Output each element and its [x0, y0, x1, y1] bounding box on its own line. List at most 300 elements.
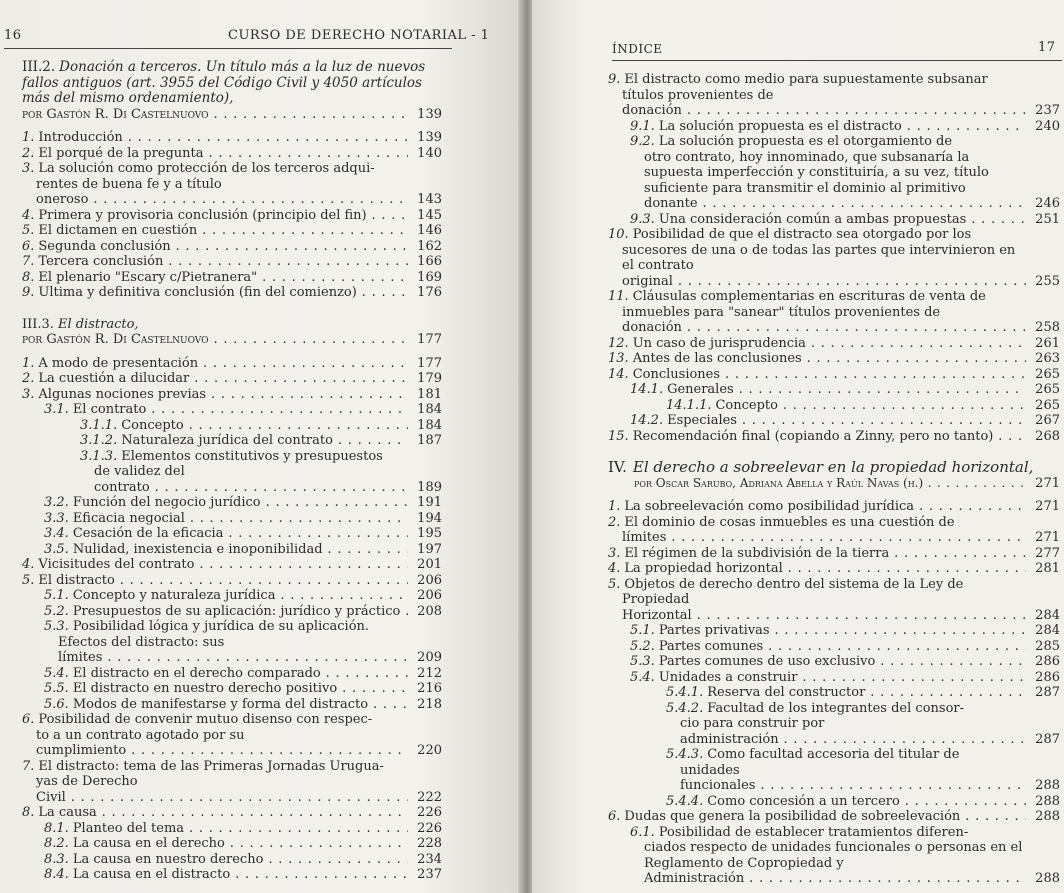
entry-text: Algunas nociones previas [38, 386, 207, 402]
toc-entry-line [608, 701, 1060, 717]
entry-page: 263 [1035, 351, 1060, 366]
toc-entry [608, 119, 1060, 135]
entry-title [666, 685, 1026, 701]
entry-page: 288 [1035, 809, 1060, 824]
entry-page: 226 [417, 805, 442, 820]
toc-entry [22, 387, 442, 403]
toc-entry [608, 530, 1060, 546]
entry-title [22, 285, 408, 301]
entry-page: 139 [417, 130, 442, 145]
toc-entry [22, 573, 442, 589]
entry-title [630, 382, 1026, 398]
entry-title [666, 794, 1026, 810]
entry-page: 265 [1035, 382, 1060, 397]
toc-entry [22, 464, 442, 495]
entry-number: 3.1.1. [80, 417, 118, 433]
toc-entry [22, 852, 442, 868]
toc-entry [608, 546, 1060, 562]
entry-page: 197 [417, 541, 442, 557]
toc-entry [608, 351, 1060, 367]
entry-number: 6. [22, 712, 35, 727]
section-heading [22, 317, 442, 333]
entry-title [44, 821, 408, 837]
section-heading [22, 60, 442, 107]
entry-number: 8.2. [44, 836, 69, 851]
entry-page: 146 [417, 223, 442, 238]
entry-page: 176 [417, 285, 442, 300]
entry-page: 220 [417, 743, 442, 758]
entry-page: 255 [1035, 273, 1060, 289]
entry-title: Elementos constitutivos y presupuestos [121, 448, 383, 464]
entry-page: 187 [417, 433, 442, 448]
entry-page: 206 [417, 572, 442, 588]
entry-title: El distracto como medio para supuestamente subsanar [624, 72, 988, 87]
toc-entry [608, 367, 1060, 383]
entry-text: La causa en el derecho [72, 836, 225, 851]
entry-title [44, 604, 408, 620]
entry-title: El dominio de cosas inmuebles es una cuestión de [624, 514, 955, 530]
entry-number: 6. [22, 238, 35, 254]
entry-number: 4. [22, 207, 35, 223]
entry-text: La cuestión a dilucidar [38, 371, 190, 386]
toc-entry [22, 774, 442, 805]
entry-text: Tercera conclusión [38, 254, 164, 269]
toc-entry-line [22, 449, 442, 465]
toc-entry [22, 418, 442, 434]
toc-entry [22, 371, 442, 387]
entry-page: 246 [1035, 196, 1060, 211]
toc-entry [608, 623, 1060, 639]
entry-number: 3.5. [44, 541, 69, 557]
toc-entry [22, 557, 442, 573]
toc-entry [22, 821, 442, 837]
entry-title [630, 654, 1026, 670]
toc-entry [22, 588, 442, 604]
section-heading [608, 460, 1060, 476]
entry-text: El régimen de la subdivisión de la tierra [624, 545, 890, 561]
toc-right [608, 72, 1060, 887]
entry-page: 271 [1035, 530, 1060, 545]
left-page [0, 0, 522, 893]
toc-entry [608, 382, 1060, 398]
entry-number: 5.4.4. [666, 793, 704, 809]
entry-title [630, 119, 1026, 135]
toc-entry [608, 561, 1060, 577]
toc-entry [22, 526, 442, 542]
entry-page: 191 [417, 495, 442, 510]
toc-entry-line [22, 161, 442, 177]
entry-text: La sobreelevación como posibilidad jurídica [624, 499, 915, 514]
entry-title-continued: inmuebles para "sanear" títulos provenientes de donación . . . [622, 305, 1026, 336]
entry-number: 8. [22, 269, 35, 285]
entry-number: 5.3. [630, 654, 655, 669]
entry-number: 5.6. [44, 696, 69, 712]
entry-number: 2. [608, 514, 621, 530]
entry-number: 5.1. [630, 623, 655, 638]
entry-text: Introducción [38, 130, 123, 145]
entry-title [608, 367, 1026, 383]
page-number: 17 [1038, 40, 1056, 55]
toc-entry [22, 208, 442, 224]
entry-text: La causa en el distracto [72, 867, 231, 882]
entry-text: Recomendación final (copiando a Zinny, pero no tanto) [632, 428, 994, 444]
page-number: 16 [4, 28, 22, 43]
toc-entry [608, 840, 1060, 887]
entry-number: 9. [608, 72, 621, 87]
entry-title [608, 546, 1026, 562]
entry-title-continued: Propiedad Horizontal . . . [622, 592, 1026, 623]
entry-title-continued: to a un contrato agotado por su cumplimiento . . . [36, 728, 408, 759]
toc-entry-line [608, 72, 1060, 88]
section-number: III.2. [22, 59, 56, 75]
spacer [608, 491, 1060, 499]
entry-page: 226 [417, 820, 442, 836]
toc-entry [608, 243, 1060, 290]
entry-page: 288 [1035, 871, 1060, 886]
entry-number: 3. [22, 161, 35, 176]
entry-page: 206 [417, 588, 442, 603]
toc-entry [22, 681, 442, 697]
entry-number: 12. [608, 335, 629, 351]
entry-title [44, 666, 408, 682]
spacer [22, 301, 442, 309]
entry-title [22, 130, 408, 146]
entry-text: Especiales [667, 413, 737, 428]
entry-title-continued: otro contrato, hoy innominado, que subsanaría la supuesta imperfección y constituiría, a su vez, título suficiente para transmitir el dominio al primitivo donante . . . [644, 150, 1026, 212]
entry-title [44, 867, 408, 883]
entry-number: 4. [22, 557, 35, 572]
spacer [22, 348, 442, 356]
entry-number: 5.2. [630, 638, 655, 654]
entry-title-continued: límites . . . [622, 530, 1026, 546]
entry-title [630, 639, 1026, 655]
toc-entry [22, 254, 442, 270]
entry-title [44, 542, 408, 558]
toc-entry-line [608, 134, 1060, 150]
entry-title: La solución como protección de los terceros adqui- [38, 161, 375, 176]
entry-text: Cesación de la eficacia [72, 526, 224, 541]
entry-number: 5.4. [630, 669, 655, 685]
toc-entry [22, 511, 442, 527]
entry-page: 222 [417, 789, 442, 805]
entry-page: 287 [1035, 731, 1060, 747]
entry-text: El distracto en el derecho comparado [72, 665, 321, 681]
entry-number: 15. [608, 428, 629, 444]
entry-title [608, 336, 1026, 352]
entry-title [80, 433, 408, 449]
toc-entry [608, 794, 1060, 810]
entry-number: 8.3. [44, 851, 69, 867]
entry-text: Planteo del tema [72, 820, 185, 836]
entry-text: La solución propuesta es el distracto [658, 118, 902, 134]
entry-page: 218 [417, 696, 442, 712]
entry-number: 3.4. [44, 526, 69, 541]
entry-title-continued: Efectos del distracto: sus límites . . . [58, 635, 408, 666]
entry-title [608, 499, 1026, 515]
entry-text: Concepto [715, 397, 778, 413]
toc-entry [608, 150, 1060, 212]
entry-title [44, 526, 408, 542]
entry-page: 208 [417, 603, 442, 619]
entry-text: El dictamen en cuestión [38, 223, 198, 238]
entry-text: Vicisitudes del contrato [38, 557, 195, 572]
header-rule [4, 48, 452, 49]
entry-number: 5.5. [44, 681, 69, 696]
toc-entry [22, 239, 442, 255]
entry-number: 9.1. [630, 118, 655, 134]
toc-entry [22, 270, 442, 286]
entry-text: Eficacia negocial [72, 510, 185, 526]
entry-number: 5.4.2. [666, 700, 704, 716]
toc-entry [22, 433, 442, 449]
entry-title [44, 697, 408, 713]
entry-number: 3.1.3. [80, 448, 118, 464]
section-author: por Oscar Sarubo, Adriana Abella y Raúl Navas (h.) . . . [634, 476, 1026, 492]
entry-page: 181 [417, 386, 442, 402]
entry-page: 166 [417, 254, 442, 269]
entry-page: 261 [1035, 335, 1060, 351]
section-title-line: Donación a terceros. Un título más a la luz de nuevos [59, 59, 426, 75]
entry-title [22, 557, 408, 573]
entry-text: El plenario "Escary c/Pietranera" [38, 269, 258, 285]
entry-text: Naturaleza jurídica del contrato [121, 433, 333, 448]
running-header: CURSO DE DERECHO NOTARIAL - 1 [228, 28, 490, 43]
entry-text: Una consideración común a ambas propuestas [658, 211, 967, 227]
entry-title [44, 836, 408, 852]
entry-page: 143 [417, 192, 442, 207]
entry-page: 234 [417, 851, 442, 867]
entry-title [22, 146, 408, 162]
entry-text: Generales [667, 382, 734, 397]
entry-text: La causa en nuestro derecho [72, 851, 264, 867]
entry-number: 3.1. [44, 402, 69, 417]
entry-title [44, 402, 408, 418]
entry-number: 6.1. [630, 824, 655, 840]
toc-entry [608, 88, 1060, 119]
entry-title: El distracto: tema de las Primeras Jornadas Urugua- [38, 758, 384, 774]
toc-entry [22, 542, 442, 558]
entry-number: 6. [608, 809, 621, 824]
entry-text: Partes comunes [658, 638, 764, 654]
entry-page: 201 [417, 557, 442, 572]
toc-entry [608, 398, 1060, 414]
entry-number: 5. [608, 576, 621, 592]
entry-page: 271 [1035, 499, 1060, 514]
entry-number: 13. [608, 351, 629, 366]
entry-title [630, 623, 1026, 639]
entry-page: 194 [417, 510, 442, 526]
entry-number: 5.4. [44, 665, 69, 681]
entry-number: 14.2. [630, 413, 664, 428]
entry-page: 251 [1035, 211, 1060, 227]
entry-text: Primera y provisoria conclusión (principio del fin) [38, 207, 367, 223]
entry-page: 265 [1035, 397, 1060, 413]
entry-page: 195 [417, 526, 442, 541]
entry-title [630, 413, 1026, 429]
entry-text: Concepto y naturaleza jurídica [72, 588, 276, 603]
entry-text: Reserva del constructor [707, 685, 866, 700]
entry-page: 284 [1035, 607, 1060, 623]
section-page: 271 [1035, 475, 1060, 491]
entry-title: Como facultad accesoria del titular de [707, 747, 960, 762]
toc-entry [608, 639, 1060, 655]
entry-page: 179 [417, 371, 442, 386]
entry-title [608, 809, 1026, 825]
entry-text: Modos de manifestarse y forma del distracto [72, 696, 369, 712]
toc-entry-line [22, 712, 442, 728]
entry-title [630, 670, 1026, 686]
entry-title [22, 387, 408, 403]
entry-text: Unidades a construir [658, 669, 798, 685]
entry-title [44, 852, 408, 868]
entry-number: 3. [22, 386, 35, 402]
entry-title [22, 223, 408, 239]
entry-page: 177 [417, 355, 442, 371]
entry-text: Dudas que genera la posibilidad de sobreelevación [624, 809, 961, 824]
toc-entry [22, 130, 442, 146]
entry-title [44, 511, 408, 527]
toc-entry-line [22, 759, 442, 775]
section-author-row [22, 107, 442, 123]
entry-number: 8.1. [44, 820, 69, 836]
toc-entry [22, 697, 442, 713]
entry-page: 281 [1035, 561, 1060, 576]
entry-number: 9.2. [630, 134, 655, 149]
entry-page: 285 [1035, 638, 1060, 654]
entry-number: 14.1.1. [666, 397, 712, 413]
entry-title [22, 239, 408, 255]
entry-number: 2. [22, 145, 35, 161]
section-author-row [608, 476, 1060, 492]
entry-title-continued: ciados respecto de unidades funcionales o personas en el Reglamento de Copropiedad y Administración . . . [644, 840, 1026, 887]
toc-entry-line [608, 289, 1060, 305]
toc-entry [22, 867, 442, 883]
entry-title-continued: títulos provenientes de donación . . . [622, 88, 1026, 119]
toc-entry [608, 499, 1060, 515]
section-page: 177 [417, 332, 442, 347]
entry-text: Función del negocio jurídico [72, 495, 261, 510]
entry-page: 265 [1035, 366, 1060, 382]
entry-text: Presupuestos de su aplicación: jurídico y práctico [72, 603, 401, 619]
toc-entry [22, 666, 442, 682]
section-page: 139 [417, 106, 442, 122]
entry-number: 5.4.3. [666, 747, 704, 762]
header-rule [612, 60, 1062, 61]
entry-text: La propiedad horizontal [624, 561, 783, 576]
entry-number: 2. [22, 371, 35, 386]
entry-number: 8.4. [44, 867, 69, 882]
entry-title-continued: sucesores de una o de todas las partes que intervinieron en el contrato original . . . [622, 243, 1026, 290]
toc-entry [608, 305, 1060, 336]
toc-entry [22, 356, 442, 372]
toc-entry [22, 728, 442, 759]
running-header: ÍNDICE [612, 42, 663, 56]
entry-text: El porqué de la pregunta [38, 145, 204, 161]
entry-number: 5.2. [44, 603, 69, 619]
entry-page: 169 [417, 269, 442, 285]
entry-page: 212 [417, 665, 442, 681]
entry-number: 14. [608, 366, 629, 382]
entry-title-continued: yas de Derecho Civil . . . [36, 774, 408, 805]
entry-number: 5.4.1. [666, 685, 704, 700]
spacer [22, 122, 442, 130]
entry-page: 277 [1035, 545, 1060, 561]
toc-entry [608, 413, 1060, 429]
entry-page: 288 [1035, 778, 1060, 793]
toc-entry-line [608, 747, 1060, 763]
entry-title [608, 429, 1026, 445]
entry-title: La solución propuesta es el otorgamiento de [658, 134, 953, 149]
toc-entry [22, 223, 442, 239]
entry-title [44, 588, 408, 604]
toc-entry [608, 336, 1060, 352]
entry-title [22, 356, 408, 372]
entry-title-continued: rentes de buena fe y a título oneroso . . . [36, 177, 408, 208]
entry-page: 145 [417, 207, 442, 223]
toc-entry-line [608, 227, 1060, 243]
entry-number: 4. [608, 561, 621, 576]
toc-entry [608, 592, 1060, 623]
entry-number: 5. [22, 223, 35, 238]
toc-entry [22, 177, 442, 208]
entry-title [80, 418, 408, 434]
entry-text: Como concesión a un tercero [707, 793, 900, 809]
toc-entry [608, 763, 1060, 794]
entry-number: 14.1. [630, 382, 664, 397]
section-number: IV. [608, 458, 627, 476]
entry-page: 284 [1035, 623, 1060, 638]
entry-title: Cláusulas complementarias en escrituras de venta de [632, 289, 986, 304]
toc-entry [608, 429, 1060, 445]
entry-number: 3.2. [44, 495, 69, 510]
entry-number: 3. [608, 545, 621, 561]
toc-entry [22, 604, 442, 620]
entry-page: 268 [1035, 428, 1060, 444]
entry-text: Concepto [121, 417, 184, 433]
toc-left [22, 60, 442, 883]
entry-title-continued: cio para construir por administración . . . [680, 716, 1026, 747]
entry-title [608, 561, 1026, 577]
toc-entry [608, 654, 1060, 670]
toc-entry [22, 402, 442, 418]
entry-title [22, 270, 408, 286]
entry-number: 1. [608, 499, 621, 514]
entry-number: 5.1. [44, 588, 69, 603]
entry-title [22, 805, 408, 821]
entry-title-continued: de validez del contrato . . . [94, 464, 408, 495]
toc-entry [22, 836, 442, 852]
toc-entry [22, 495, 442, 511]
entry-number: 10. [608, 227, 629, 242]
entry-text: El distracto [38, 572, 115, 588]
entry-text: Nulidad, inexistencia e inoponibilidad [72, 541, 323, 557]
entry-number: 3.3. [44, 510, 69, 526]
entry-text: Conclusiones [632, 366, 721, 382]
entry-title [44, 495, 408, 511]
entry-page: 209 [417, 650, 442, 665]
entry-text: Un caso de jurisprudencia [632, 335, 806, 351]
entry-page: 184 [417, 417, 442, 433]
toc-entry [22, 285, 442, 301]
entry-title [22, 254, 408, 270]
entry-text: Partes comunes de uso exclusivo [658, 654, 876, 669]
entry-number: 8. [22, 805, 35, 820]
section-title-line: más del mismo ordenamiento), [22, 90, 234, 106]
entry-number: 7. [22, 254, 35, 269]
entry-page: 258 [1035, 320, 1060, 335]
spacer [608, 444, 1060, 452]
entry-number: 7. [22, 758, 35, 774]
